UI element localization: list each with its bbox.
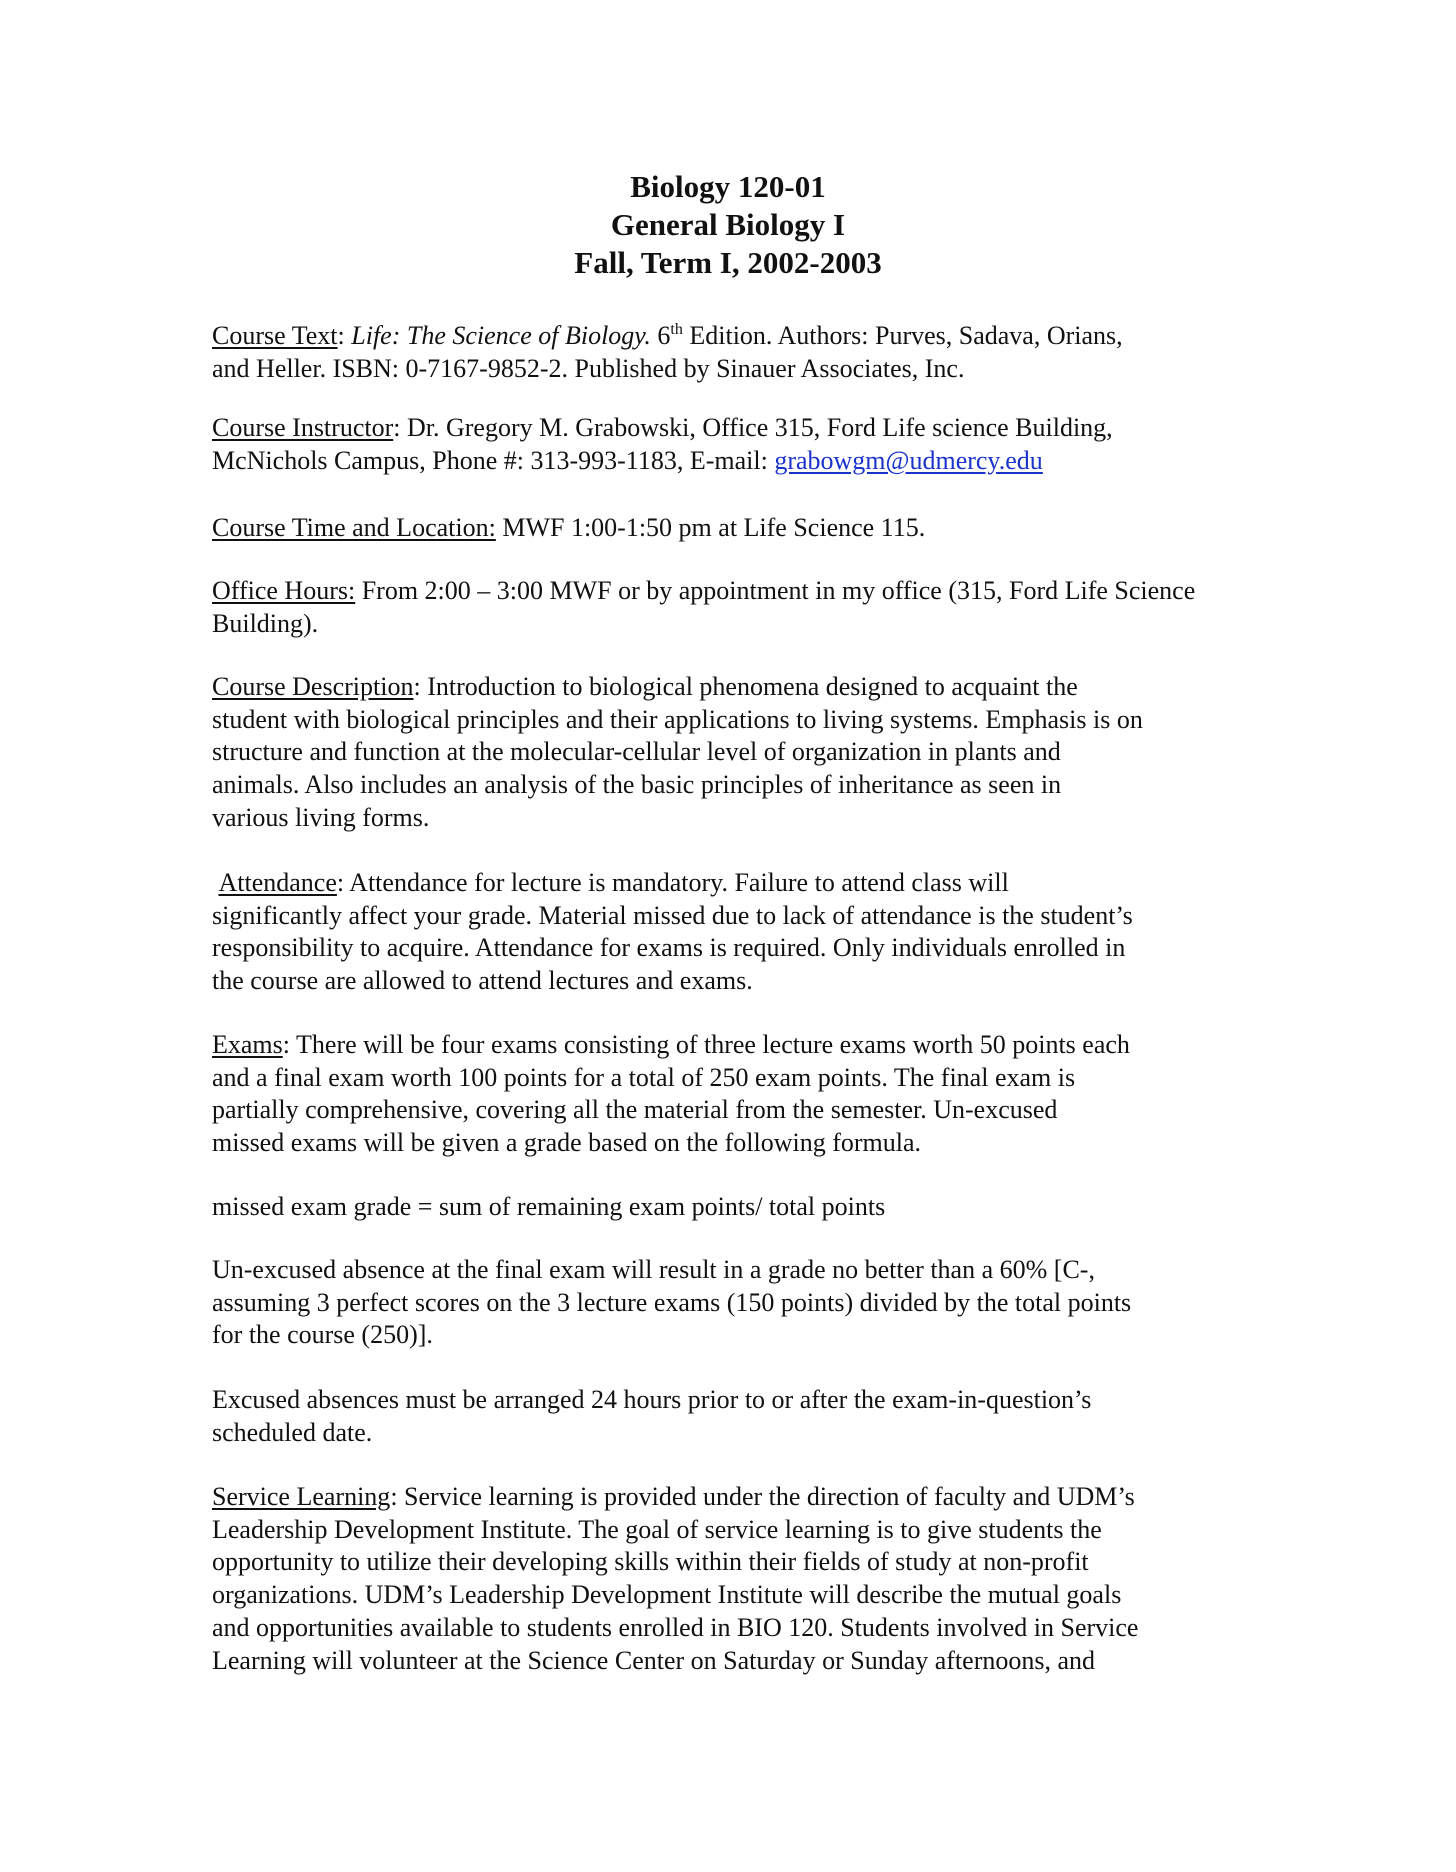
paragraph-line: the course are allowed to attend lectures and exams. (212, 966, 753, 996)
edition-superscript: th (670, 321, 683, 338)
course-text-rest: Edition. Authors: Purves, Sadava, Orians, (682, 321, 1123, 350)
book-title: Life: The Science of Biology. (351, 321, 651, 350)
paragraph-line: Learning will volunteer at the Science Center on Saturday or Sunday afternoons, and (212, 1645, 1096, 1675)
service-learning-label: Service Learning (212, 1482, 391, 1511)
attendance-text: : Attendance for lecture is mandatory. Failure to attend class will (336, 868, 1009, 897)
course-text-label: Course Text (212, 321, 338, 350)
paragraph-line: assuming 3 perfect scores on the 3 lecture exams (150 points) divided by the total points (212, 1287, 1132, 1317)
paragraph-line: and opportunities available to students enrolled in BIO 120. Students involved in Service (212, 1612, 1139, 1642)
edition-number: 6 (650, 321, 671, 350)
course-text-colon: : (337, 321, 352, 350)
paragraph-line: structure and function at the molecular-cellular level of organization in plants and (212, 737, 1061, 767)
paragraph-line: opportunity to utilize their developing skills within their fields of study at non-profit (212, 1547, 1089, 1577)
instructor-email-link[interactable]: grabowgm@udmercy.edu (774, 445, 1043, 475)
paragraph-line: animals. Also includes an analysis of the basic principles of inheritance as seen in (212, 770, 1062, 800)
paragraph-line: Excused absences must be arranged 24 hours prior to or after the exam-in-question’s (212, 1385, 1092, 1414)
course-description-text: : Introduction to biological phenomena designed to acquaint the (413, 672, 1078, 701)
course-name-heading: General Biology I (610, 207, 846, 242)
unexcused-absence-paragraph (212, 1254, 1312, 1352)
formula-line: missed exam grade = sum of remaining exam points/ total points (212, 1192, 886, 1221)
course-time-text: MWF 1:00-1:50 pm at Life Science 115. (495, 513, 926, 542)
course-number-heading: Biology 120-01 (630, 169, 826, 204)
paragraph-line: responsibility to acquire. Attendance for exams is required. Only individuals enrolled in (212, 933, 1126, 963)
instructor-details: : Dr. Gregory M. Grabowski, Office 315, Ford Life science Building, (393, 413, 1113, 442)
excused-absence-paragraph (212, 1384, 1312, 1449)
paragraph-line: for the course (250)]. (212, 1320, 433, 1350)
service-learning-section (212, 1481, 1312, 1677)
course-instructor-label: Course Instructor (212, 413, 394, 442)
course-text-section (212, 320, 1312, 385)
office-hours-text: From 2:00 – 3:00 MWF or by appointment in my office (315, Ford Life Science (355, 576, 1196, 605)
paragraph-line: student with biological principles and their applications to living systems. Emphasis is on (212, 704, 1143, 734)
attendance-label: Attendance (218, 868, 337, 897)
exams-section (212, 1029, 1312, 1160)
course-time-label: Course Time and Location: (212, 513, 496, 542)
course-time-section (212, 512, 1312, 545)
paragraph-line: and a final exam worth 100 points for a total of 250 exam points. The final exam is (212, 1062, 1076, 1092)
paragraph-line: organizations. UDM’s Leadership Development Institute will describe the mutual goals (212, 1580, 1122, 1610)
paragraph-line: Un-excused absence at the final exam will result in a grade no better than a 60% [C-, (212, 1255, 1095, 1284)
term-heading: Fall, Term I, 2002-2003 (574, 245, 882, 280)
course-description-section (212, 671, 1312, 835)
paragraph-line: Leadership Development Institute. The goal of service learning is to give students the (212, 1514, 1102, 1544)
paragraph-line: scheduled date. (212, 1417, 373, 1447)
course-description-label: Course Description (212, 672, 414, 701)
paragraph-line: missed exams will be given a grade based on the following formula. (212, 1128, 922, 1158)
instructor-contact: McNichols Campus, Phone #: 313-993-1183, E-mail: (212, 445, 775, 475)
course-text-line: and Heller. ISBN: 0-7167-9852-2. Published by Sinauer Associates, Inc. (212, 353, 965, 383)
exams-text: : There will be four exams consisting of three lecture exams worth 50 points each (282, 1030, 1130, 1059)
paragraph-line: significantly affect your grade. Material missed due to lack of attendance is the student’s (212, 900, 1133, 930)
paragraph-line: partially comprehensive, covering all the material from the semester. Un-excused (212, 1095, 1058, 1125)
office-hours-label: Office Hours: (212, 576, 356, 605)
office-hours-section (212, 575, 1312, 640)
course-instructor-section (212, 412, 1312, 477)
service-learning-text: : Service learning is provided under the direction of faculty and UDM’s (390, 1482, 1135, 1511)
exams-label: Exams (212, 1030, 283, 1059)
grade-formula (212, 1191, 1312, 1224)
attendance-section (212, 867, 1312, 998)
office-hours-line: Building). (212, 608, 319, 638)
paragraph-line: various living forms. (212, 802, 430, 832)
